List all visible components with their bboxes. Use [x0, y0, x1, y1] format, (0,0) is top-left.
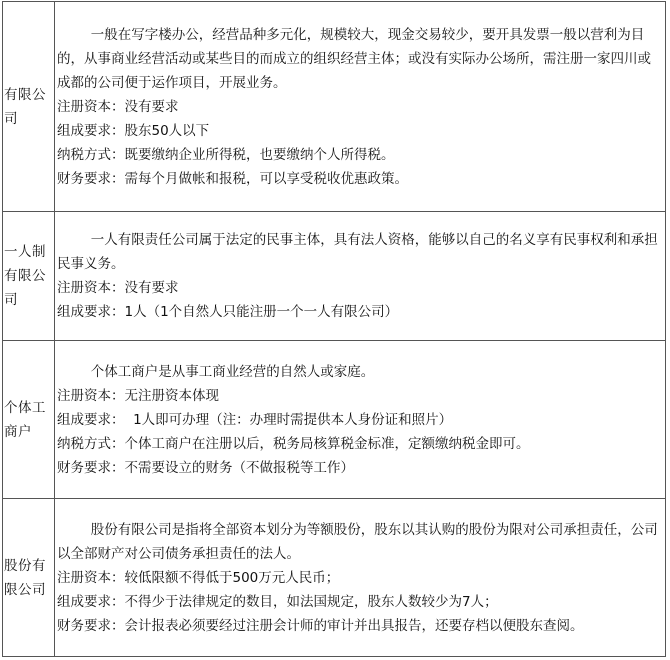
description-cell: [55, 212, 666, 341]
description-cell: [55, 499, 666, 657]
description-cell: [55, 2, 666, 212]
composition-line: 组成要求：1人（1个自然人只能注册一个一人有限公司）: [57, 304, 399, 320]
intro-paragraph: 股份有限公司是指将全部资本划分为等额股份，股东以其认购的股份为限对公司承担责任，公司以全部财产对公司债务承担责任的法人。: [57, 521, 658, 562]
company-type-cell: 有限公司: [3, 2, 55, 212]
intro-paragraph: 一般在写字楼办公，经营品种多元化，规模较大，现金交易较少，要开具发票一般以营利为目的，从事商业经营活动或某些目的而成立的组织经营主体；或没有实际办公场所，需注册一家四川或成都的公司便于运作项目，开展业务。: [57, 26, 651, 91]
composition-line: 组成要求： 1人即可办理（注：办理时需提供本人身份证和照片）: [57, 411, 453, 428]
tax-method-line: 纳税方式：既要缴纳企业所得税，也要缴纳个人所得税。: [57, 146, 395, 163]
table-row: [3, 212, 666, 341]
company-types-table: [2, 1, 666, 657]
table-row: [3, 341, 666, 499]
company-type-cell: 股份有限公司: [3, 499, 55, 657]
composition-line: 组成要求：股东50人以下: [57, 122, 210, 139]
registered-capital-line: 注册资本：没有要求: [57, 280, 179, 296]
description-cell: [55, 341, 666, 499]
intro-paragraph: 个体工商户是从事工商业经营的自然人或家庭。: [90, 363, 375, 380]
company-type-cell: 一人制有限公司: [3, 212, 55, 341]
intro-paragraph: 一人有限责任公司属于法定的民事主体，具有法人资格，能够以自己的名义享有民事权利和承担民事义务。: [57, 232, 658, 272]
company-type-cell: 个体工商户: [3, 341, 55, 499]
registered-capital-line: 注册资本：没有要求: [57, 98, 179, 115]
table-row: [3, 2, 666, 212]
registered-capital-line: 注册资本：无注册资本体现: [57, 387, 219, 404]
finance-line: 财务要求：需每个月做帐和报税，可以享受税收优惠政策。: [57, 170, 408, 187]
composition-line: 组成要求：不得少于法律规定的数目，如法国规定，股东人数较少为7人；: [57, 593, 498, 610]
table-row: [3, 499, 666, 657]
tax-method-line: 纳税方式：个体工商户在注册以后，税务局核算税金标准，定额缴纳税金即可。: [57, 435, 530, 452]
finance-line: 财务要求：会计报表必须要经过注册会计师的审计并出具报告，还要存档以便股东查阅。: [57, 617, 584, 634]
finance-line: 财务要求：不需要设立的财务（不做报税等工作）: [57, 459, 354, 476]
registered-capital-line: 注册资本：较低限额不得低于500万元人民币；: [57, 569, 340, 586]
